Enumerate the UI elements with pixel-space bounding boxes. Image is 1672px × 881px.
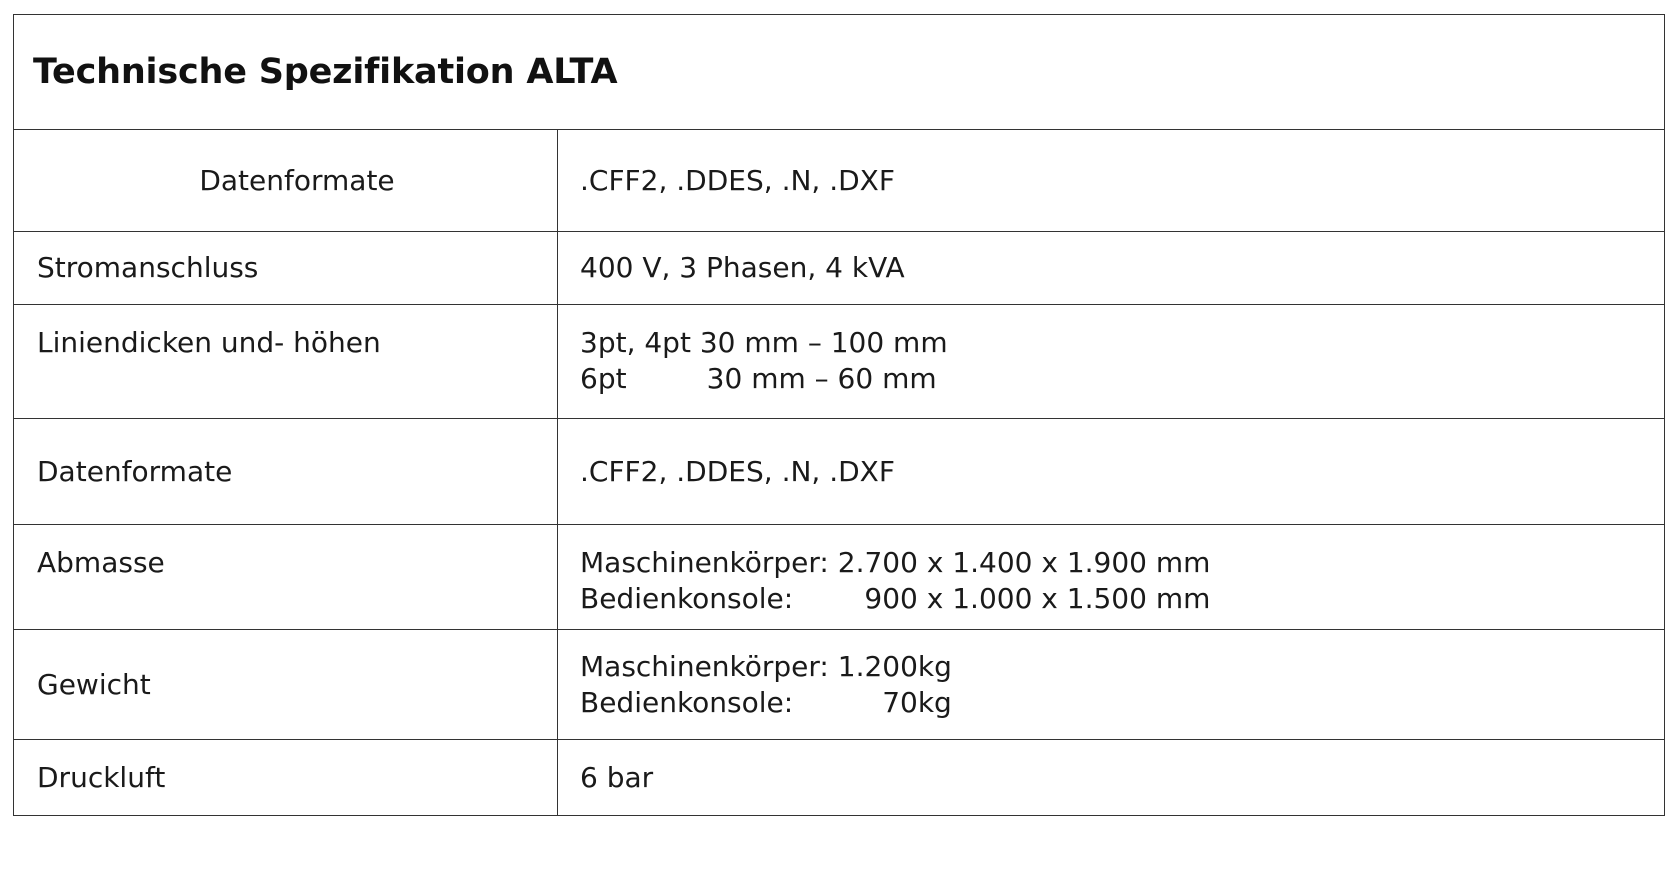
row-label-text: Abmasse (37, 546, 165, 579)
table-row-datenformate-2 (14, 419, 1664, 525)
row-label-text: Gewicht (37, 667, 151, 701)
row-value-line: Maschinenkörper: 1.200kg (580, 649, 952, 683)
spec-table (13, 14, 1665, 816)
row-value-text: 6 bar (580, 760, 654, 794)
row-label (14, 740, 558, 815)
row-value (558, 419, 1664, 524)
row-label (14, 630, 558, 739)
row-value-text: .CFF2, .DDES, .N, .DXF (580, 454, 895, 488)
row-value-line: Bedienkonsole: 900 x 1.000 x 1.500 mm (580, 582, 1211, 615)
row-label (14, 232, 558, 304)
row-value-text: .CFF2, .DDES, .N, .DXF (580, 163, 895, 197)
row-value (558, 232, 1664, 304)
row-label (14, 130, 558, 231)
row-value (558, 305, 1664, 418)
row-value (558, 630, 1664, 739)
row-value-text: 400 V, 3 Phasen, 4 kVA (580, 251, 905, 284)
row-value (558, 740, 1664, 815)
table-row-druckluft (14, 740, 1664, 815)
table-row-stromanschluss (14, 232, 1664, 305)
row-label-text: Liniendicken und- höhen (37, 326, 381, 359)
table-row-datenformate (14, 130, 1664, 232)
row-value-line: Maschinenkörper: 2.700 x 1.400 x 1.900 mm (580, 546, 1211, 579)
row-value (558, 130, 1664, 231)
row-value (558, 525, 1664, 629)
row-label-text: Druckluft (37, 760, 166, 794)
row-value-line: Bedienkonsole: 70kg (580, 685, 952, 719)
row-label-text: Datenformate (37, 454, 233, 488)
row-label-text: Datenformate (199, 163, 395, 197)
spec-table-header (14, 15, 1664, 130)
row-label (14, 419, 558, 524)
row-label (14, 305, 558, 418)
table-row-gewicht (14, 630, 1664, 740)
table-row-liniendicken (14, 305, 1664, 419)
row-label (14, 525, 558, 629)
row-value-line: 6pt 30 mm – 60 mm (580, 362, 937, 395)
page-title: Technische Spezifikation ALTA (33, 52, 618, 92)
row-label-text: Stromanschluss (37, 251, 259, 284)
table-row-abmasse (14, 525, 1664, 630)
row-value-line: 3pt, 4pt 30 mm – 100 mm (580, 326, 948, 359)
